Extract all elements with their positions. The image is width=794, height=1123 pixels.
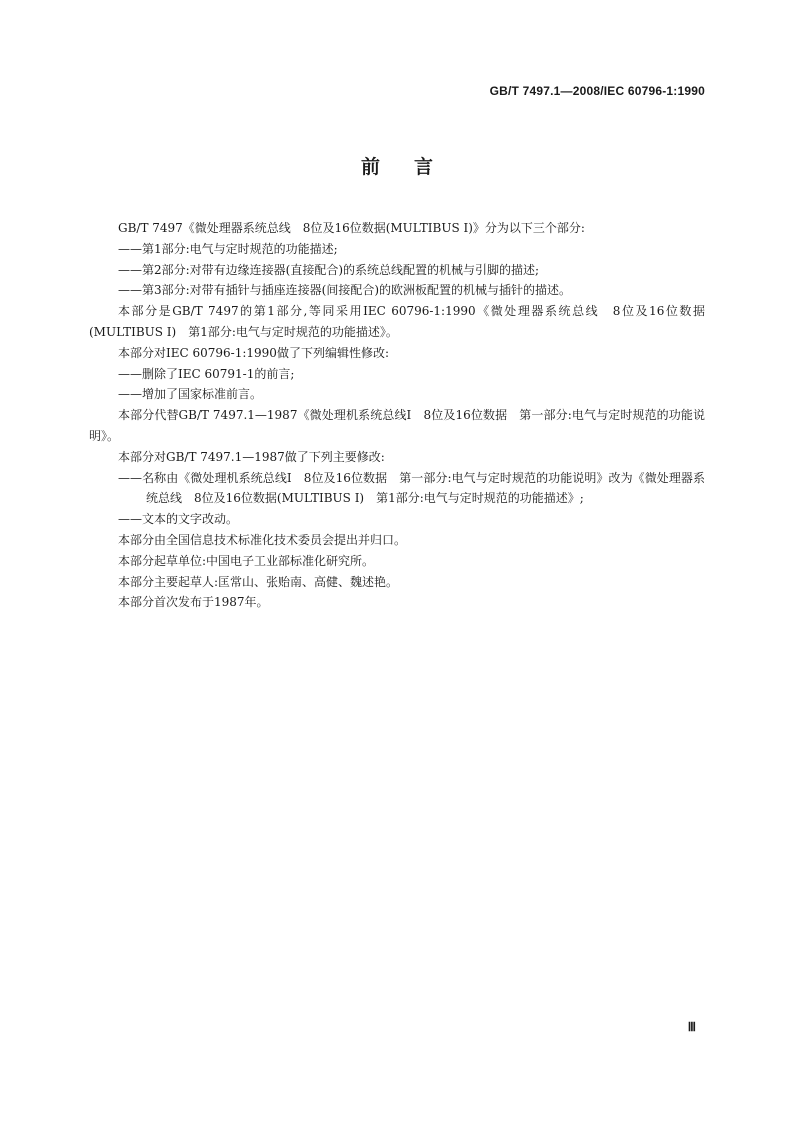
foreword-body [89, 218, 705, 613]
list-item: ——文本的文字改动。 [118, 512, 239, 527]
paragraph: 本部分主要起草人:匡常山、张贻南、高健、魏述艳。 [118, 574, 399, 589]
paragraph: 本部分是GB/T 7497的第1部分,等同采用IEC 60796-1:1990《微处理器系统总线 8位及16位数据(MULTIBUS Ⅰ) 第1部分:电气与定时规范的功能描述》。 [89, 304, 705, 339]
list-item: ——第1部分:电气与定时规范的功能描述; [118, 241, 338, 256]
page-number: Ⅲ [687, 1020, 696, 1034]
paragraph: 本部分代替GB/T 7497.1—1987《微处理机系统总线Ⅰ 8位及16位数据 第一部分:电气与定时规范的功能说明》。 [89, 408, 705, 443]
paragraph: GB/T 7497《微处理器系统总线 8位及16位数据(MULTIBUS Ⅰ)》分为以下三个部分: [118, 221, 585, 235]
paragraph: 本部分首次发布于1987年。 [118, 595, 269, 610]
page-title: 前言 [360, 156, 467, 178]
list-item: ——删除了IEC 60791-1的前言; [118, 366, 295, 381]
list-item: ——名称由《微处理机系统总线Ⅰ 8位及16位数据 第一部分:电气与定时规范的功能说明》改为《微处理器系统总线 8位及16位数据(MULTIBUS Ⅰ) 第1部分:电气与定时规范的功能描述》; [118, 470, 705, 506]
list-item: ——第2部分:对带有边缘连接器(直接配合)的系统总线配置的机械与引脚的描述; [118, 262, 540, 277]
paragraph: 本部分对GB/T 7497.1—1987做了下列主要修改: [118, 449, 385, 464]
paragraph: 本部分起草单位:中国电子工业部标准化研究所。 [118, 553, 375, 568]
paragraph: 本部分由全国信息技术标准化技术委员会提出并归口。 [118, 532, 407, 547]
list-item: ——增加了国家标准前言。 [118, 387, 263, 402]
list-item: ——第3部分:对带有插针与插座连接器(间接配合)的欧洲板配置的机械与插针的描述。 [118, 283, 572, 298]
standard-number: GB/T 7497.1—2008/IEC 60796-1:1990 [489, 84, 705, 98]
paragraph: 本部分对IEC 60796-1:1990做了下列编辑性修改: [118, 345, 389, 360]
